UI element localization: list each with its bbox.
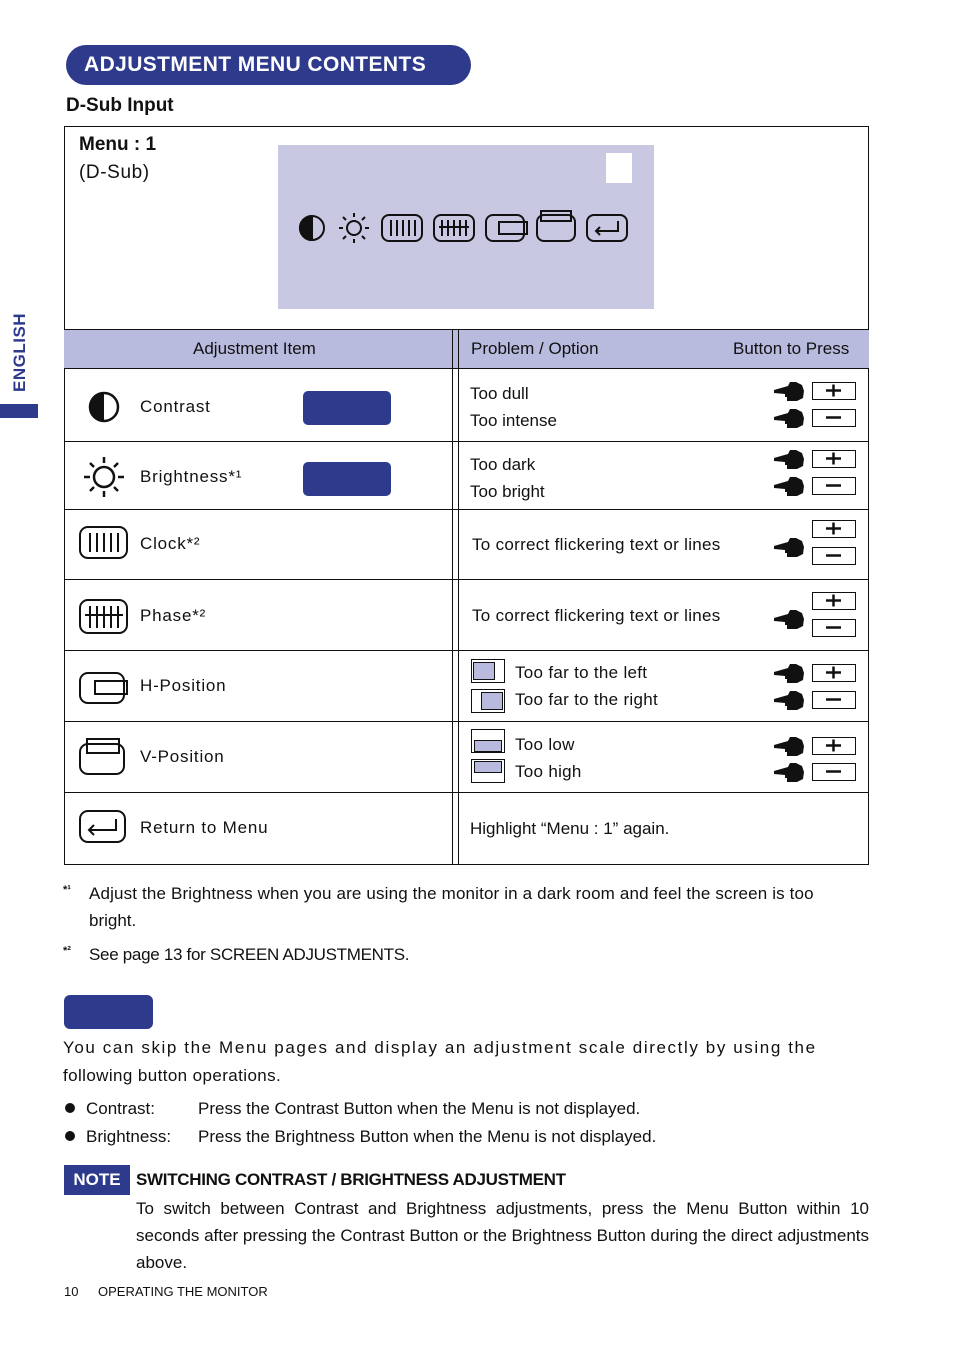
option-text: Too far to the right	[515, 690, 659, 709]
column-divider	[452, 329, 453, 865]
direct-intro-line2: following button operations.	[63, 1066, 282, 1085]
row-divider	[64, 792, 869, 793]
option-text: Too high	[515, 762, 582, 781]
item-label-return-to-menu: Return to Menu	[140, 818, 269, 837]
h-left-illustration	[471, 659, 505, 683]
h-position-icon	[79, 671, 129, 705]
option-text: To correct flickering text or lines	[472, 535, 721, 554]
footnote-1-line2: bright.	[89, 911, 137, 930]
note-tag: NOTE	[64, 1165, 130, 1195]
page-section-label: OPERATING THE MONITOR	[98, 1284, 268, 1299]
plus-icon	[813, 738, 854, 753]
row-divider	[64, 721, 869, 722]
plus-button[interactable]	[812, 520, 856, 538]
menu-title: Menu : 1	[79, 134, 157, 155]
note-title: SWITCHING CONTRAST / BRIGHTNESS ADJUSTMENT	[136, 1170, 566, 1189]
header-adjustment-item: Adjustment Item	[193, 339, 316, 358]
footnote-1-line1: Adjust the Brightness when you are using the monitor in a dark room and feel the screen is too	[89, 884, 814, 903]
option-text: Too low	[515, 735, 575, 754]
item-label-brightness: Brightness*¹	[140, 467, 243, 486]
option-text: Too dull	[470, 384, 529, 403]
option-text: Too dark	[470, 455, 536, 474]
option-text: Too intense	[470, 411, 557, 430]
footnote-mark: *²	[63, 945, 71, 957]
option-text: Highlight “Menu : 1” again.	[470, 819, 670, 838]
bullet-dot	[65, 1131, 75, 1141]
h-position-icon	[486, 215, 527, 241]
pointing-hand-icon	[772, 734, 806, 758]
section-title: ADJUSTMENT MENU CONTENTS	[66, 45, 471, 85]
clock-icon	[382, 215, 422, 241]
column-divider	[458, 329, 459, 865]
minus-button[interactable]	[812, 691, 856, 709]
minus-button[interactable]	[812, 477, 856, 495]
note-body: To switch between Contrast and Brightness adjustments, press the Menu Button within 10 seconds after pressing the Contrast Button or the Brightness Button during the direct adjustments above.	[136, 1199, 869, 1272]
plus-button[interactable]	[812, 450, 856, 468]
pointing-hand-icon	[772, 474, 806, 498]
minus-icon	[813, 620, 854, 635]
bullet-label-brightness: Brightness:	[86, 1127, 172, 1146]
minus-button[interactable]	[812, 409, 856, 427]
minus-icon	[813, 764, 854, 779]
row-divider	[64, 509, 869, 510]
bullet-text-brightness: Press the Brightness Button when the Menu is not displayed.	[198, 1127, 657, 1146]
bullet-text-contrast: Press the Contrast Button when the Menu is not displayed.	[198, 1099, 641, 1118]
plus-icon	[813, 451, 854, 466]
footnote-text	[89, 880, 867, 934]
phase-icon	[434, 215, 474, 241]
bullet-label-contrast: Contrast:	[86, 1099, 155, 1118]
plus-icon	[813, 521, 854, 536]
clock-icon	[79, 526, 129, 560]
option-text: Too far to the left	[515, 663, 648, 682]
row-divider	[64, 650, 869, 651]
pointing-hand-icon	[772, 406, 806, 430]
contrast-icon	[300, 216, 324, 240]
item-label-contrast: Contrast	[140, 397, 211, 416]
row-divider	[64, 441, 869, 442]
plus-button[interactable]	[812, 592, 856, 610]
contrast-icon	[86, 390, 122, 424]
direct-intro-line1: You can skip the Menu pages and display an adjustment scale directly by using the	[63, 1038, 817, 1057]
side-language-label: ENGLISH	[10, 312, 29, 392]
option-text: Too bright	[470, 482, 545, 501]
brightness-icon	[82, 455, 126, 499]
pointing-hand-icon	[772, 447, 806, 471]
section-subtitle: D-Sub Input	[66, 95, 174, 116]
footnote-text: See page 13 for SCREEN ADJUSTMENTS.	[89, 945, 410, 964]
row-divider	[64, 579, 869, 580]
menu-subtitle: (D-Sub)	[79, 162, 150, 183]
option-text: To correct flickering text or lines	[472, 606, 721, 625]
footnote-mark: *¹	[63, 884, 71, 896]
h-right-illustration	[471, 689, 505, 713]
minus-button[interactable]	[812, 763, 856, 781]
plus-button[interactable]	[812, 737, 856, 755]
item-label-v-position: V-Position	[140, 747, 225, 766]
plus-button[interactable]	[812, 664, 856, 682]
pointing-hand-icon	[772, 535, 806, 559]
minus-icon	[813, 548, 854, 563]
plus-button[interactable]	[812, 382, 856, 400]
v-position-icon	[537, 211, 575, 241]
item-label-h-position: H-Position	[140, 676, 227, 695]
plus-icon	[813, 593, 854, 608]
brightness-direct-button[interactable]	[303, 462, 391, 496]
osd-icon-strip	[296, 210, 636, 246]
phase-icon	[79, 599, 129, 635]
plus-icon	[813, 665, 854, 680]
page-number: 10	[64, 1284, 79, 1299]
brightness-icon	[339, 213, 369, 243]
header-button-to-press: Button to Press	[733, 339, 850, 358]
pointing-hand-icon	[772, 607, 806, 631]
item-label-clock: Clock*²	[140, 534, 201, 553]
pointing-hand-icon	[772, 688, 806, 712]
v-low-illustration	[471, 729, 505, 753]
header-problem-option: Problem / Option	[471, 339, 599, 358]
bullet-dot	[65, 1103, 75, 1113]
side-language-marker	[0, 404, 38, 418]
v-position-icon	[79, 738, 127, 776]
minus-icon	[813, 692, 854, 707]
osd-cursor	[606, 153, 632, 183]
minus-icon	[813, 478, 854, 493]
v-high-illustration	[471, 759, 505, 783]
minus-button[interactable]	[812, 619, 856, 637]
direct-section-badge	[64, 995, 153, 1029]
return-icon	[587, 215, 627, 241]
return-icon	[79, 810, 127, 844]
contrast-direct-button[interactable]	[303, 391, 391, 425]
plus-icon	[813, 383, 854, 398]
pointing-hand-icon	[772, 760, 806, 784]
minus-button[interactable]	[812, 547, 856, 565]
pointing-hand-icon	[772, 379, 806, 403]
pointing-hand-icon	[772, 661, 806, 685]
item-label-phase: Phase*²	[140, 606, 207, 625]
minus-icon	[813, 410, 854, 425]
